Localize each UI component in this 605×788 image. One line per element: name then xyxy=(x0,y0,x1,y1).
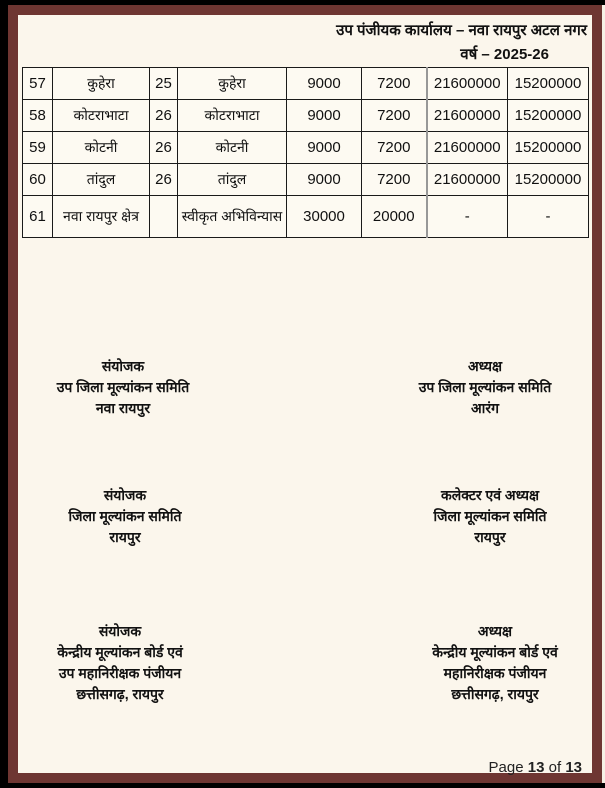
village-name2-cell: तांदुल xyxy=(178,164,287,196)
value1-cell: 21600000 xyxy=(427,100,508,132)
table-row xyxy=(23,132,589,164)
signature-line: उप जिला मूल्यांकन समिति xyxy=(56,379,190,395)
signature-line: संयोजक xyxy=(103,487,147,503)
table-row xyxy=(23,100,589,132)
of-label: of xyxy=(548,759,562,776)
rate2-cell: 7200 xyxy=(362,68,427,100)
table-row xyxy=(23,164,589,196)
village-name-cell: कोटनी xyxy=(53,132,150,164)
signature-block-convener-district xyxy=(68,485,181,548)
code-cell: 26 xyxy=(150,164,178,196)
signature-line: जिला मूल्यांकन समिति xyxy=(433,508,547,524)
rate2-cell: 20000 xyxy=(362,196,427,238)
rate2-cell: 7200 xyxy=(362,100,427,132)
signature-block-collector-chairman-district xyxy=(433,485,546,548)
rate1-cell: 9000 xyxy=(287,100,362,132)
signature-line: केन्द्रीय मूल्यांकन बोर्ड एवं xyxy=(57,644,183,660)
signature-line: रायपुर xyxy=(474,529,506,545)
code-cell: 26 xyxy=(150,132,178,164)
rate1-cell: 9000 xyxy=(287,132,362,164)
table-row xyxy=(23,68,589,100)
value1-cell: 21600000 xyxy=(427,164,508,196)
value2-cell: 15200000 xyxy=(508,100,589,132)
total-pages: 13 xyxy=(565,759,582,776)
valuation-table xyxy=(22,67,589,238)
rate1-cell: 30000 xyxy=(287,196,362,238)
signature-line: उप जिला मूल्यांकन समिति xyxy=(418,379,552,395)
code-cell: 26 xyxy=(150,100,178,132)
signature-line: उप महानिरीक्षक पंजीयन xyxy=(58,665,182,681)
village-name2-cell: कुहेरा xyxy=(178,68,287,100)
signature-line: अध्यक्ष xyxy=(467,358,503,374)
signature-line: अध्यक्ष xyxy=(477,623,513,639)
page-content xyxy=(18,15,592,776)
village-name-cell: तांदुल xyxy=(53,164,150,196)
village-name-cell: कुहेरा xyxy=(53,68,150,100)
village-name2-cell: कोटराभाटा xyxy=(178,100,287,132)
signature-line: आरंग xyxy=(471,400,499,416)
signature-line: संयोजक xyxy=(98,623,142,639)
value2-cell: - xyxy=(508,196,589,238)
signature-block-chairman-central-board xyxy=(432,621,558,705)
rate1-cell: 9000 xyxy=(287,164,362,196)
signature-line: नवा रायपुर xyxy=(95,400,151,416)
value1-cell: 21600000 xyxy=(427,68,508,100)
village-name2-cell: स्वीकृत अभिविन्यास xyxy=(178,196,287,238)
signature-block-chairman-sub-district xyxy=(419,356,552,419)
page-number: 13 xyxy=(527,759,545,776)
signature-line: कलेक्टर एवं अध्यक्ष xyxy=(440,487,540,503)
value2-cell: 15200000 xyxy=(508,68,589,100)
value2-cell: 15200000 xyxy=(508,164,589,196)
year-header: वर्ष – 2025-26 xyxy=(460,46,549,63)
village-name-cell: नवा रायपुर क्षेत्र xyxy=(53,196,150,238)
page-label: Page xyxy=(488,759,524,776)
village-name2-cell: कोटनी xyxy=(178,132,287,164)
document-page xyxy=(8,5,602,783)
signature-line: छत्तीसगढ़, रायपुर xyxy=(76,686,164,702)
serial-cell: 60 xyxy=(23,164,53,196)
rate2-cell: 7200 xyxy=(362,132,427,164)
value1-cell: 21600000 xyxy=(427,132,508,164)
signature-block-convener-central-board xyxy=(57,621,183,705)
value1-cell: - xyxy=(427,196,508,238)
page-number-footer xyxy=(489,759,582,776)
signature-line: महानिरीक्षक पंजीयन xyxy=(443,665,547,681)
signature-line: केन्द्रीय मूल्यांकन बोर्ड एवं xyxy=(432,644,558,660)
value2-cell: 15200000 xyxy=(508,132,589,164)
signature-block-convener-sub-district xyxy=(57,356,190,419)
signature-line: संयोजक xyxy=(101,358,145,374)
rate2-cell: 7200 xyxy=(362,164,427,196)
code-cell: 25 xyxy=(150,68,178,100)
serial-cell: 58 xyxy=(23,100,53,132)
signature-line: छत्तीसगढ़, रायपुर xyxy=(451,686,539,702)
code-cell xyxy=(150,196,178,238)
village-name-cell: कोटराभाटा xyxy=(53,100,150,132)
table-row xyxy=(23,196,589,238)
serial-cell: 61 xyxy=(23,196,53,238)
signature-line: रायपुर xyxy=(109,529,141,545)
office-header: उप पंजीयक कार्यालय – नवा रायपुर अटल नगर xyxy=(336,22,587,39)
signature-line: जिला मूल्यांकन समिति xyxy=(68,508,182,524)
serial-cell: 57 xyxy=(23,68,53,100)
serial-cell: 59 xyxy=(23,132,53,164)
rate1-cell: 9000 xyxy=(287,68,362,100)
